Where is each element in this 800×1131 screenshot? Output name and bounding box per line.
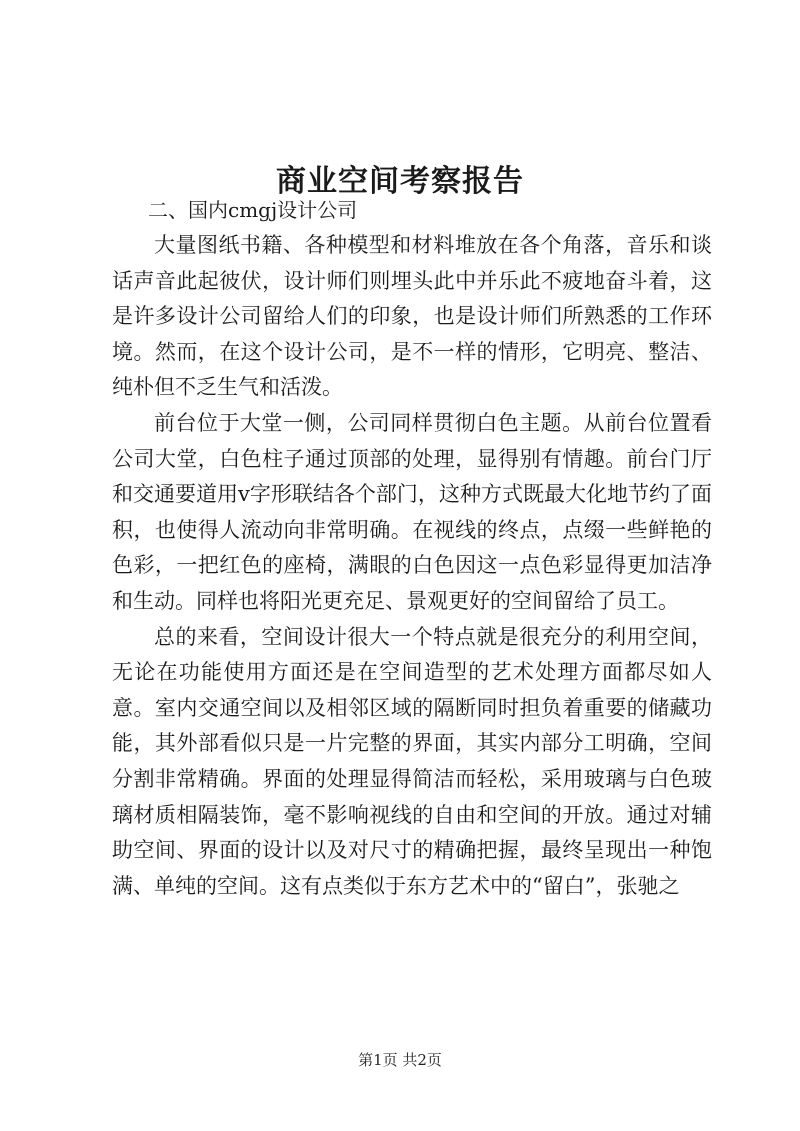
document-body — [112, 192, 712, 904]
paragraph-3: 总的来看，空间设计很大一个特点就是很充分的利用空间，无论在功能使用方面还是在空间造型的艺术处理方面都尽如人意。室内交通空间以及相邻区域的隔断同时担负着重要的储藏功能，其外部看似只是一片完整的界面，其实内部分工明确，空间分割非常精确。界面的处理显得简洁而轻松，采用玻璃与白色玻璃材质相隔装饰，毫不影响视线的自由和空间的开放。通过对辅助空间、界面的设计以及对尺寸的精确把握，最终呈现出一种饱满、单纯的空间。这有点类似于东方艺术中的“留白”，张驰之 — [112, 624, 712, 898]
paragraph-1: 大量图纸书籍、各种模型和材料堆放在各个角落，音乐和谈话声音此起彼伏，设计师们则埋头此中并乐此不疲地奋斗着，这是许多设计公司留给人们的印象，也是设计师们所熟悉的工作环境。然而，在这个设计公司，是不一样的情形，它明亮、整洁、纯朴但不乏生气和活泼。 — [112, 233, 712, 400]
paragraph-2: 前台位于大堂一侧，公司同样贯彻白色主题。从前台位置看公司大堂，白色柱子通过顶部的处理，显得别有情趣。前台门厅和交通要道用v字形联结各个部门，这种方式既最大化地节约了面积，也使得人流动向非常明确。在视线的终点，点缀一些鲜艳的色彩，一把红色的座椅，满眼的白色因这一点色彩显得更加洁净和生动。同样也将阳光更充足、景观更好的空间留给了员工。 — [112, 410, 712, 613]
section-heading: 二、国内cmgj设计公司 — [148, 198, 358, 222]
page-title: 商业空间考察报告 — [276, 164, 524, 200]
page-footer: 第1页 共2页 — [358, 1051, 442, 1069]
